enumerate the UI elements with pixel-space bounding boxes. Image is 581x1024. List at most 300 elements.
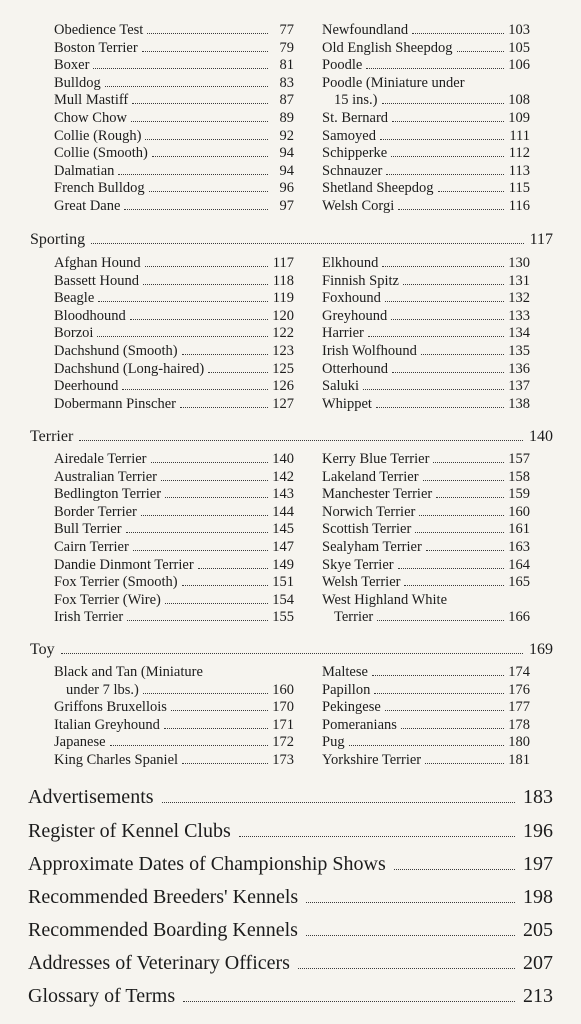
leader-dots: [372, 675, 504, 676]
entry-name: Maltese: [322, 664, 368, 680]
leader-dots: [124, 209, 268, 210]
leader-dots: [433, 462, 504, 463]
entry-page: 106: [508, 57, 530, 74]
index-entry[interactable]: [54, 110, 294, 128]
entry-name: Afghan Hound: [54, 255, 141, 271]
entry-page: 144: [272, 503, 294, 520]
leader-dots: [386, 174, 504, 175]
entry-name: Greyhound: [322, 307, 388, 324]
index-entry[interactable]: [322, 699, 530, 717]
entry-page: 123: [272, 342, 294, 359]
entry-name: Dandie Dinmont Terrier: [54, 556, 194, 573]
entry-page: 165: [508, 574, 530, 591]
leader-dots: [425, 763, 504, 764]
entry-page: 87: [279, 92, 294, 109]
leader-dots: [131, 121, 268, 122]
entry-page: 138: [508, 395, 530, 412]
index-entry[interactable]: [322, 180, 530, 198]
index-entry[interactable]: [322, 539, 530, 557]
index-entry[interactable]: [322, 92, 530, 110]
entry-page: 117: [272, 255, 294, 271]
entry-name: Shetland Sheepdog: [322, 180, 434, 197]
entry-name: King Charles Spaniel: [54, 751, 179, 768]
index-entry[interactable]: [54, 557, 294, 575]
entry-name: Pekingese: [322, 699, 381, 716]
entry-page: 197: [523, 853, 553, 875]
index-entry[interactable]: [322, 734, 530, 752]
entry-page: 177: [508, 699, 530, 716]
leader-dots: [401, 728, 504, 729]
appendix-entry[interactable]: [28, 884, 553, 910]
entry-page: 118: [272, 272, 294, 289]
entry-page: 183: [523, 786, 553, 808]
index-entry[interactable]: [54, 574, 294, 592]
index-entry[interactable]: [322, 40, 530, 58]
leader-dots: [165, 603, 268, 604]
entry-page: 198: [523, 886, 553, 908]
entry-name: Recommended Boarding Kennels: [28, 919, 298, 941]
entry-page: 178: [508, 716, 530, 733]
section-toy[interactable]: [30, 640, 553, 660]
leader-dots: [145, 139, 268, 140]
leader-dots: [105, 86, 268, 87]
entry-name: Manchester Terrier: [322, 486, 433, 503]
entry-name: Boxer: [54, 57, 90, 74]
index-entry[interactable]: [322, 273, 530, 291]
leader-dots: [366, 68, 504, 69]
index-entry[interactable]: [54, 40, 294, 58]
section-title: Terrier: [30, 428, 74, 445]
entry-name: Sealyham Terrier: [322, 538, 422, 555]
entry-page: 126: [272, 378, 294, 395]
entry-page: 180: [508, 734, 530, 751]
entry-page: 94: [279, 162, 294, 179]
appendix-entry[interactable]: [28, 818, 553, 844]
entry-page: 105: [508, 39, 530, 56]
entry-name: Obedience Test: [54, 22, 144, 38]
leader-dots: [132, 103, 268, 104]
leader-dots: [143, 693, 268, 694]
entry-page: 160: [272, 681, 294, 698]
entry-name: Black and Tan (Miniature: [54, 664, 203, 680]
index-entry[interactable]: [322, 308, 530, 326]
leader-dots: [91, 243, 523, 244]
entry-name: Terrier: [334, 609, 374, 626]
leader-dots: [398, 209, 504, 210]
entry-page: 164: [508, 556, 530, 573]
leader-dots: [306, 902, 515, 903]
entry-name: Recommended Breeders' Kennels: [28, 886, 299, 908]
entry-name: Japanese: [54, 734, 106, 751]
entry-name: Papillon: [322, 681, 371, 698]
entry-name: Deerhound: [54, 378, 119, 395]
index-entry[interactable]: [322, 557, 530, 575]
index-entry[interactable]: [322, 451, 530, 469]
entry-name: Bulldog: [54, 74, 101, 91]
entry-page: 173: [272, 751, 294, 768]
leader-dots: [451, 603, 504, 604]
index-entry[interactable]: [322, 325, 530, 343]
entry-page: 122: [272, 325, 294, 342]
leader-dots: [97, 336, 268, 337]
left-column: [54, 664, 294, 770]
index-entry[interactable]: [322, 609, 530, 627]
entry-page: 115: [508, 180, 530, 197]
index-entry[interactable]: [54, 592, 294, 610]
entry-name: Beagle: [54, 290, 95, 307]
index-entry[interactable]: [322, 504, 530, 522]
index-entry[interactable]: [54, 57, 294, 75]
leader-dots: [426, 550, 504, 551]
leader-dots: [392, 372, 504, 373]
leader-dots: [127, 620, 268, 621]
index-entry[interactable]: [322, 592, 530, 610]
entry-page: 174: [508, 664, 530, 680]
index-entry[interactable]: [322, 664, 530, 682]
index-entry[interactable]: [54, 609, 294, 627]
entry-name: Fox Terrier (Wire): [54, 591, 161, 608]
index-entry[interactable]: [322, 396, 530, 414]
section-page: 140: [529, 428, 553, 445]
entry-name: Mull Mastiff: [54, 92, 129, 109]
leader-dots: [382, 266, 504, 267]
entry-name: Bedlington Terrier: [54, 486, 162, 503]
leader-dots: [398, 568, 504, 569]
entry-name: Dachshund (Smooth): [54, 342, 178, 359]
entry-name: Lakeland Terrier: [322, 468, 419, 485]
entry-page: 109: [508, 109, 530, 126]
leader-dots: [208, 372, 268, 373]
index-entry[interactable]: [322, 22, 530, 40]
appendix-entry[interactable]: [28, 950, 553, 976]
entry-page: 120: [272, 307, 294, 324]
index-entry[interactable]: [54, 290, 294, 308]
leader-dots: [122, 389, 268, 390]
leader-dots: [374, 693, 504, 694]
index-entry[interactable]: [322, 378, 530, 396]
entry-page: 94: [279, 145, 294, 162]
leader-dots: [377, 620, 504, 621]
index-entry[interactable]: [54, 145, 294, 163]
entry-name: French Bulldog: [54, 180, 145, 197]
index-entry[interactable]: [54, 396, 294, 414]
index-entry[interactable]: [54, 752, 294, 770]
entry-page: 154: [272, 591, 294, 608]
index-entry[interactable]: [54, 325, 294, 343]
entry-name: Fox Terrier (Smooth): [54, 574, 178, 591]
entry-page: 143: [272, 486, 294, 503]
leader-dots: [349, 745, 504, 746]
entry-page: 112: [508, 145, 530, 162]
leader-dots: [110, 745, 268, 746]
entry-name: Bassett Hound: [54, 272, 139, 289]
entry-page: 213: [523, 985, 553, 1007]
entry-page: 142: [272, 468, 294, 485]
entry-page: 207: [523, 952, 553, 974]
index-entry[interactable]: [322, 110, 530, 128]
index-entry[interactable]: [54, 255, 294, 273]
entry-name: under 7 lbs.): [66, 681, 139, 698]
entry-name: Boston Terrier: [54, 39, 138, 56]
entry-name: Otterhound: [322, 360, 389, 377]
entry-name: Elkhound: [322, 255, 379, 271]
section-title: Sporting: [30, 231, 86, 248]
leader-dots: [143, 284, 268, 285]
leader-dots: [421, 354, 504, 355]
entry-page: 196: [523, 820, 553, 842]
leader-dots: [182, 585, 268, 586]
index-entry[interactable]: [54, 451, 294, 469]
leader-dots: [149, 191, 268, 192]
entry-page: 96: [279, 180, 294, 197]
leader-dots: [380, 139, 504, 140]
entry-page: 149: [272, 556, 294, 573]
leader-dots: [165, 497, 268, 498]
sporting-list: [54, 255, 530, 413]
entry-name: Dachshund (Long-haired): [54, 360, 205, 377]
leader-dots: [385, 301, 504, 302]
entry-name: Kerry Blue Terrier: [322, 451, 430, 467]
entry-page: 111: [509, 127, 530, 144]
entry-page: 77: [279, 22, 294, 38]
index-entry[interactable]: [54, 486, 294, 504]
left-column: [54, 255, 294, 413]
entry-page: 116: [508, 197, 530, 214]
entry-name: Whippet: [322, 395, 372, 412]
index-entry[interactable]: [322, 163, 530, 181]
leader-dots: [368, 336, 504, 337]
index-entry[interactable]: [322, 682, 530, 700]
index-entry[interactable]: [54, 128, 294, 146]
leader-dots: [152, 156, 268, 157]
entry-page: 79: [279, 39, 294, 56]
entry-name: Finnish Spitz: [322, 272, 399, 289]
leader-dots: [403, 284, 504, 285]
leader-dots: [376, 407, 504, 408]
section-terrier[interactable]: [30, 427, 553, 447]
entry-page: 155: [272, 609, 294, 626]
leader-dots: [412, 33, 504, 34]
leader-dots: [391, 156, 504, 157]
index-entry[interactable]: [54, 378, 294, 396]
leader-dots: [147, 33, 268, 34]
index-entry[interactable]: [54, 361, 294, 379]
entry-name: Pomeranians: [322, 716, 397, 733]
entry-name: Skye Terrier: [322, 556, 394, 573]
index-entry[interactable]: [54, 664, 294, 682]
entry-name: Approximate Dates of Championship Shows: [28, 853, 386, 875]
entry-page: 131: [508, 272, 530, 289]
index-entry[interactable]: [54, 539, 294, 557]
leader-dots: [385, 710, 504, 711]
index-entry[interactable]: [54, 469, 294, 487]
index-entry[interactable]: [322, 469, 530, 487]
leader-dots: [164, 728, 268, 729]
right-column: [322, 255, 530, 413]
entry-page: 134: [508, 325, 530, 342]
section-page: 117: [529, 231, 553, 248]
leader-dots: [363, 389, 504, 390]
appendix-entry[interactable]: [28, 917, 553, 943]
breed-list-continued: [54, 22, 530, 216]
entry-name: Dobermann Pinscher: [54, 395, 177, 412]
entry-page: 133: [508, 307, 530, 324]
leader-dots: [142, 51, 268, 52]
leader-dots: [457, 51, 505, 52]
section-sporting[interactable]: [30, 230, 553, 250]
entry-page: 159: [508, 486, 530, 503]
entry-page: 163: [508, 538, 530, 555]
leader-dots: [145, 266, 268, 267]
entry-page: 181: [508, 751, 530, 768]
entry-name: Collie (Rough): [54, 127, 142, 144]
index-entry[interactable]: [54, 22, 294, 40]
entry-page: 113: [508, 162, 530, 179]
entry-name: Chow Chow: [54, 109, 127, 126]
leader-dots: [382, 103, 505, 104]
entry-page: 127: [272, 395, 294, 412]
entry-name: West Highland White: [322, 591, 448, 608]
entry-page: 160: [508, 503, 530, 520]
entry-page: 83: [279, 74, 294, 91]
index-entry[interactable]: [322, 574, 530, 592]
index-entry[interactable]: [322, 290, 530, 308]
index-entry[interactable]: [322, 752, 530, 770]
toy-list: [54, 664, 530, 770]
entry-name: Dalmatian: [54, 162, 115, 179]
index-entry[interactable]: [54, 521, 294, 539]
index-entry[interactable]: [322, 145, 530, 163]
appendix-entry[interactable]: [28, 983, 553, 1009]
entry-page: 108: [508, 92, 530, 109]
left-column: [54, 22, 294, 216]
leader-dots: [198, 568, 268, 569]
entry-name: Italian Greyhound: [54, 716, 160, 733]
entry-page: 166: [508, 609, 530, 626]
entry-page: 103: [508, 22, 530, 38]
entry-page: 176: [508, 681, 530, 698]
index-entry[interactable]: [322, 343, 530, 361]
entry-page: 136: [508, 360, 530, 377]
right-column: [322, 22, 530, 216]
leader-dots: [306, 935, 515, 936]
index-entry[interactable]: [54, 75, 294, 93]
entry-page: 158: [508, 468, 530, 485]
index-entry[interactable]: [322, 198, 530, 216]
index-entry[interactable]: [54, 180, 294, 198]
entry-name: Poodle: [322, 57, 363, 74]
entry-page: 119: [272, 290, 294, 307]
leader-dots: [415, 532, 504, 533]
right-column: [322, 451, 530, 627]
index-entry[interactable]: [54, 504, 294, 522]
entry-name: Borzoi: [54, 325, 94, 342]
entry-name: Scottish Terrier: [322, 521, 412, 538]
entry-name: Welsh Terrier: [322, 574, 401, 591]
entry-page: 81: [279, 57, 294, 74]
entry-name: Bull Terrier: [54, 521, 122, 538]
entry-name: Border Terrier: [54, 503, 137, 520]
entry-name: Collie (Smooth): [54, 145, 148, 162]
entry-page: 140: [272, 451, 294, 467]
leader-dots: [98, 301, 268, 302]
leader-dots: [404, 585, 504, 586]
index-entry[interactable]: [54, 682, 294, 700]
entry-name: Harrier: [322, 325, 364, 342]
entry-page: 205: [523, 919, 553, 941]
index-entry[interactable]: [54, 273, 294, 291]
appendix-entry[interactable]: [28, 784, 553, 810]
terrier-list: [54, 451, 530, 627]
index-entry[interactable]: [322, 717, 530, 735]
index-entry[interactable]: [322, 361, 530, 379]
leader-dots: [207, 675, 268, 676]
leader-dots: [141, 515, 268, 516]
entry-page: 132: [508, 290, 530, 307]
index-entry[interactable]: [322, 255, 530, 273]
entry-name: Australian Terrier: [54, 468, 157, 485]
entry-name: Samoyed: [322, 127, 376, 144]
index-entry[interactable]: [54, 163, 294, 181]
entry-name: Register of Kennel Clubs: [28, 820, 231, 842]
entry-name: Bloodhound: [54, 307, 126, 324]
entry-name: Old English Sheepdog: [322, 39, 453, 56]
entry-page: 151: [272, 574, 294, 591]
index-entry[interactable]: [54, 92, 294, 110]
index-entry[interactable]: [322, 57, 530, 75]
index-entry[interactable]: [54, 699, 294, 717]
entry-name: Cairn Terrier: [54, 538, 129, 555]
leader-dots: [423, 480, 504, 481]
entry-name: Glossary of Terms: [28, 985, 176, 1007]
entry-name: Schnauzer: [322, 162, 383, 179]
entry-page: 135: [508, 342, 530, 359]
entry-page: 171: [272, 716, 294, 733]
entry-name: Norwich Terrier: [322, 503, 416, 520]
leader-dots: [161, 480, 268, 481]
entry-name: 15 ins.): [334, 92, 378, 109]
entry-name: Poodle (Miniature under: [322, 74, 465, 91]
index-entry[interactable]: [54, 343, 294, 361]
index-entry[interactable]: [322, 486, 530, 504]
index-entry[interactable]: [54, 717, 294, 735]
index-entry[interactable]: [54, 198, 294, 216]
leader-dots: [130, 319, 268, 320]
leader-dots: [394, 869, 515, 870]
entry-name: Welsh Corgi: [322, 197, 395, 214]
entry-page: 97: [279, 197, 294, 214]
index-entry[interactable]: [54, 308, 294, 326]
leader-dots: [183, 1001, 515, 1002]
entry-name: Foxhound: [322, 290, 381, 307]
entry-name: Yorkshire Terrier: [322, 751, 422, 768]
index-entry[interactable]: [322, 128, 530, 146]
leader-dots: [182, 763, 268, 764]
index-entry[interactable]: [54, 734, 294, 752]
left-column: [54, 451, 294, 627]
entry-name: Pug: [322, 734, 345, 751]
index-entry[interactable]: [322, 521, 530, 539]
index-entry[interactable]: [322, 75, 530, 93]
entry-name: Saluki: [322, 378, 360, 395]
entry-name: Griffons Bruxellois: [54, 699, 167, 716]
entry-name: St. Bernard: [322, 109, 389, 126]
appendix-entry[interactable]: [28, 851, 553, 877]
entry-page: 145: [272, 521, 294, 538]
leader-dots: [239, 836, 515, 837]
leader-dots: [93, 68, 268, 69]
entry-name: Great Dane: [54, 197, 121, 214]
